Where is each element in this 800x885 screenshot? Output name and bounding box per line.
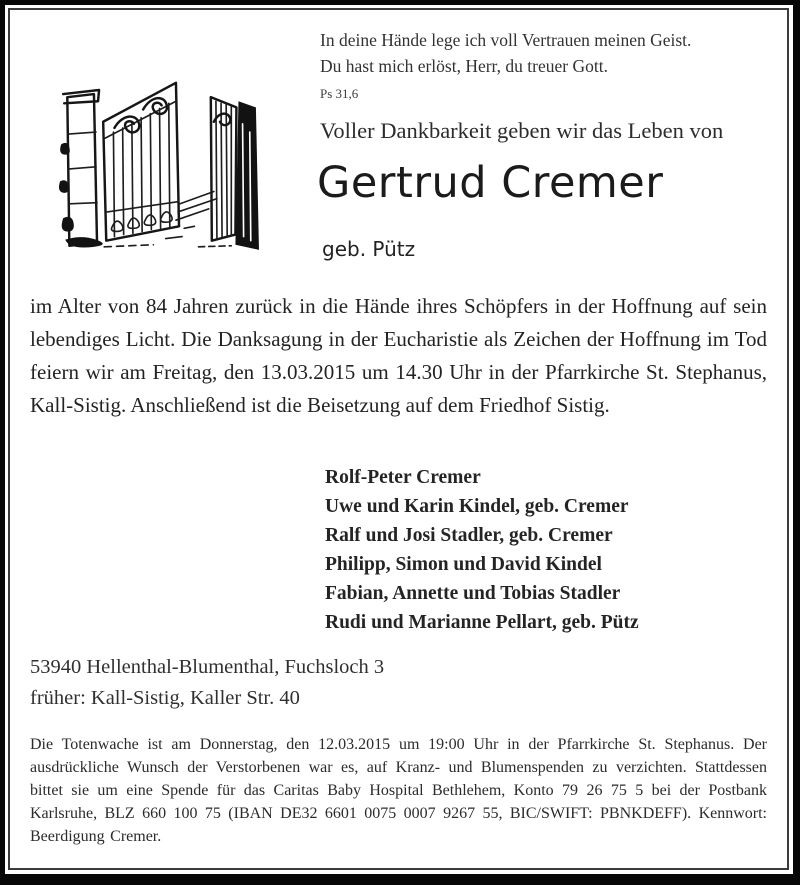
- wake-and-donations-info: Die Totenwache ist am Donnerstag, den 12.03.2015 um 19:00 Uhr in der Pfarrkirche St. Stephanus. Der ausdrückliche Wunsch der Verstorbenen war es, auf Kranz- und Blumenspenden zu verzichten. Stattdessen bittet sie um eine Spende für das Caritas Baby Hospital Bethlehem, Konto 79 26 75 5 bei der Postbank Karlsruhe, BLZ 660 100 75 (IBAN DE32 6601 0075 0007 9267 55, BIC/SWIFT: PBNKDEFF). Kennwort: Beerdigung Cremer.: [30, 736, 767, 845]
- intro-line: Voller Dankbarkeit geben wir das Leben von: [320, 118, 724, 143]
- obituary-body: im Alter von 84 Jahren zurück in die Hände ihres Schöpfers in der Hoffnung auf sein lebendiges Licht. Die Danksagung in der Eucharistie als Zeichen der Hoffnung im Tod feiern wir am Freitag, den 13.03.2015 um 14.30 Uhr in der Pfarrkirche St. Stephanus, Kall-Sistig. Anschließend ist die Beisetzung auf dem Friedhof Sistig.: [30, 294, 767, 417]
- mourner-line: Rudi und Marianne Pellart, geb. Pütz: [325, 612, 639, 633]
- mourner-line: Philipp, Simon und David Kindel: [325, 554, 602, 575]
- mourner-line: Ralf und Josi Stadler, geb. Cremer: [325, 525, 613, 546]
- deceased-name: Gertrud Cremer: [317, 158, 664, 208]
- address-block: [30, 652, 384, 714]
- open-gate-icon: [55, 52, 260, 252]
- bible-verse: [320, 27, 691, 107]
- mourner-line: Rolf-Peter Cremer: [325, 467, 481, 488]
- mourners-list: [325, 463, 639, 637]
- gate-sketch-svg: [55, 52, 260, 252]
- address-former: früher: Kall-Sistig, Kaller Str. 40: [30, 687, 300, 709]
- address-current: 53940 Hellenthal-Blumenthal, Fuchsloch 3: [30, 656, 385, 678]
- mourner-line: Uwe und Karin Kindel, geb. Cremer: [325, 496, 629, 517]
- deceased-birth-name: geb. Pütz: [322, 237, 416, 261]
- bible-verse-line2: Du hast mich erlöst, Herr, du treuer Gott.: [320, 56, 608, 76]
- mourner-line: Fabian, Annette und Tobias Stadler: [325, 583, 621, 604]
- bible-verse-reference: Ps 31,6: [320, 86, 359, 101]
- bible-verse-line1: In deine Hände lege ich voll Vertrauen meinen Geist.: [320, 30, 692, 50]
